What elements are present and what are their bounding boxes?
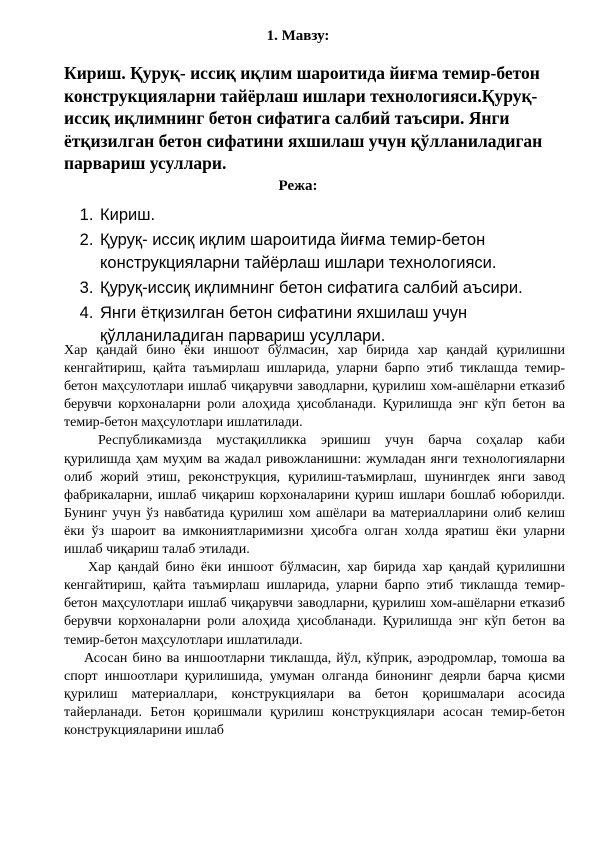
plan-list <box>64 204 578 350</box>
paragraph: Республикамизда мустақилликка эришиш учун барча соҳалар каби қурилишда ҳам муҳим ва жадал ривожланишни: жумладан янги технологияларни олиб жорий этиш, реконструкция, қурилиш-таъмирлаш, шунингдек янги завод фабрикаларни, ишлаб чиқариш корхоналарини қуриш ишлари бошлаб юборилди. Бунинг учун ўз навбатида қурилиш хом ашёлари ва материалларини олиб келиш ёки ўз шароит ва имкониятларимизни ҳисобга олган холда яратиш ёки уларни ишлаб чиқариш талаб этилади. <box>64 433 565 558</box>
plan-item: 1. Кириш. <box>98 204 578 227</box>
plan-item: 3. Қуруқ-иссиқ иқлимнинг бетон сифатига салбий аъсири. <box>98 277 578 300</box>
document-title: Кириш. Қуруқ- иссиқ иқлим шароитида йиғма темир-бетон конструкцияларни тайёрлаш ишлари технологияси.Қуруқ-иссиқ иқлимнинг бетон сифатига салбий таъсири. Янги ётқизилган бетон сифатини яхшилаш учун қўлланиладиган парвариш усуллари. <box>64 63 543 173</box>
paragraph: Асосан бино ва иншоотларни тиклашда, йўл, кўприк, аэродромлар, томоша ва спорт иншоотлари қурилишида, умуман олганда бинонинг деярли барча қисми қурилиш материаллари, конструкциялари ва бетон қоришмалари асосида тайерланади. Бетон қоришмали қурилиш конструкциялари асосан темир-бетон конструкцияларини ишлаб <box>64 650 565 738</box>
paragraph: Хар қандай бино ёки иншоот бўлмасин, хар бирида хар қандай қурилишни кенгайтириш, қайта таъмирлаш ишларида, уларни барпо этиб тиклашда темир-бетон маҳсулотлари ишлаб чиқарувчи заводларни, қурилиш хом-ашёларни етказиб берувчи корхоналарни роли алоҳида ҳисобланади. Қурилишда энг кўп бетон ва темир-бетон маҳсулотлари ишлатилади. <box>64 560 565 648</box>
plan-heading: Режа: <box>278 178 318 194</box>
plan-item: 4. Янги ётқизилган бетон сифатини яхшилаш учун қўлланиладиган парвариш усуллари. <box>98 302 578 348</box>
topic-heading: 1. Мавзу: <box>266 28 330 44</box>
body-text <box>64 342 565 740</box>
plan-item: 2. Қуруқ- иссиқ иқлим шароитида йиғма темир-бетон конструкцияларни тайёрлаш ишлари технологияси. <box>98 229 578 275</box>
paragraph: Хар қандай бино ёки иншоот бўлмасин, хар бирида хар қандай қурилишни кенгайтириш, қайта таъмирлаш ишларида, уларни барпо этиб тиклашда темир-бетон маҳсулотлари ишлаб чиқарувчи заводларни, қурилиш хом-ашёларни етказиб берувчи корхоналарни роли алоҳида ҳисобланади. Қурилишда энг кўп бетон ва темир-бетон маҳсулотлари ишлатилади. <box>64 343 565 431</box>
